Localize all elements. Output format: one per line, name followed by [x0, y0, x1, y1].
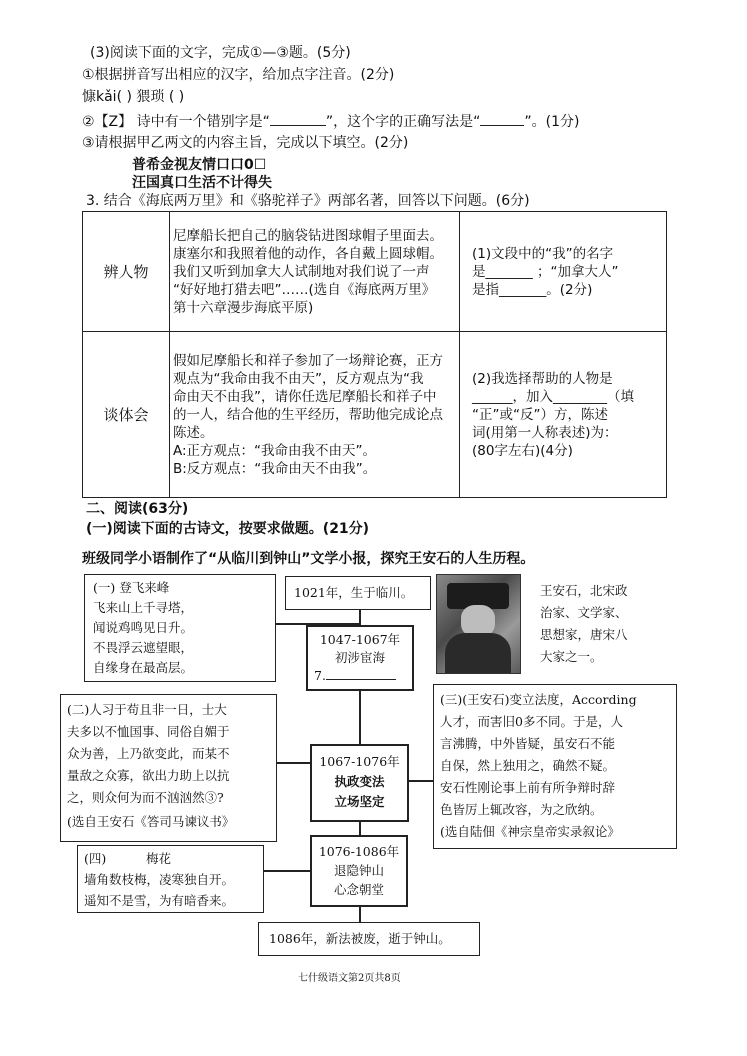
fill-line-2: 汪国真口生活不计得失 [132, 175, 272, 191]
timeline-born [285, 576, 431, 610]
subsection-heading: (一)阅读下面的古诗文，按要求做题。(21分) [86, 521, 370, 537]
passage-line: 第十六章漫步海底平原) [173, 299, 314, 316]
passage-line: 康塞尔和我照着他的动作，各自戴上圆球帽。 [173, 245, 443, 262]
timeline-text: 1086年，新法被废，逝于钟山。 [269, 931, 451, 946]
connector-line [277, 762, 311, 764]
answer-blank[interactable] [326, 679, 396, 680]
poem-line: 闻说鸡鸣见日升。 [93, 620, 194, 635]
section-heading: 二、阅读(63分) [86, 501, 189, 517]
portrait-image [436, 574, 521, 674]
bio-line: 治家、文学家、 [540, 605, 628, 620]
question-books-title: 3. 结合《海底两万里》和《骆驼祥子》两部名著，回答以下问题。(6分) [86, 193, 530, 209]
poem-line: 遥知不是雪，为有暗香来。 [84, 893, 235, 908]
timeline-period-2 [310, 744, 409, 822]
passage-line: “好好地打猎去吧”……(选自《海底两万里》 [173, 281, 436, 298]
passage-box-3 [433, 684, 677, 849]
page-footer: 七什级语文第2页共8页 [298, 973, 401, 984]
subsection-intro: (3)阅读下面的文字，完成①—③题。(5分) [90, 45, 351, 61]
bio-line: 王安石，北宋政 [540, 583, 628, 598]
question-line: ______，加入________（填 [472, 388, 634, 405]
question-line: 是_______ ；“加拿大人” [472, 263, 619, 280]
passage-line: 之，则众何为而不汹汹然③? [67, 790, 224, 805]
question-1-items: 慷kǎi( ) 猥琐 ( ) [82, 89, 185, 105]
poem-line: 墙角数枝梅，凌寒独自开。 [84, 872, 235, 887]
period-title: 执政变法 [334, 774, 385, 789]
timeline-text: 1021年，生于临川。 [294, 585, 414, 600]
question-cell [460, 332, 667, 498]
connector-line [409, 780, 433, 782]
answer-blank[interactable] [480, 125, 524, 126]
connector-line [264, 870, 311, 872]
bio-line: 大家之一。 [540, 649, 603, 664]
passage-line: 我们又听到加拿大人试制地对我们说了一声 [173, 263, 430, 280]
poem-line: 飞来山上千寻塔， [93, 600, 194, 615]
period-title: 退隐钟山 [333, 863, 384, 878]
period-years: 1047-1067年 [319, 632, 401, 647]
passage-line: 人才，而害旧0多不同。于是，人 [440, 714, 623, 729]
passage-cell [170, 332, 460, 498]
question-2 [82, 113, 579, 131]
period-blank: 7. [314, 667, 406, 685]
bio-line: 思想家，唐宋八 [540, 627, 628, 642]
period-years: 1067-1076年 [319, 754, 400, 769]
poem-line: 自缘身在最高层。 [93, 660, 194, 675]
passage-line: 量敌之众寡，欲出力助上以抗 [67, 768, 230, 783]
bio-text [540, 580, 628, 668]
passage-line: (三)(王安石)变立法度，According [440, 692, 637, 707]
question-2-prefix: ②【Z】 诗中有一个错别字是“ [82, 114, 270, 130]
poem-title: (一) 登飞来峰 [93, 580, 170, 595]
passage-line: 陈述。 [173, 424, 214, 441]
passage-line: 色皆厉上辄改容，为之欣纳。 [440, 802, 603, 817]
passage-line: 命由天不由我”，请你任选尼摩船长和祥子中 [173, 388, 437, 405]
timeline-death [258, 922, 480, 956]
question-line: “正”或“反”）方，陈述 [472, 406, 608, 423]
period-years: 1076-1086年 [318, 844, 400, 859]
passage-line: (二)人习于苟且非一日，士大 [67, 702, 227, 717]
passage-line: 众为善，上乃欲变此，而某不 [67, 746, 230, 761]
passage-line: 尼摩船长把自己的脑袋钻进图球帽子里面去。 [173, 227, 443, 244]
passage-source: (选自陆佃《神宗皇帝实录叙论》 [440, 824, 620, 839]
passage-line: 夫多以不恤国事、同俗自媚于 [67, 724, 230, 739]
passage-line: 的一人，结合他的生平经历，帮助他完成论点 [173, 406, 443, 423]
question-2-mid: ”，这个字的正确写法是“ [325, 114, 481, 130]
question-3: ③请根据甲乙两文的内容主旨，完成以下填空。(2分) [82, 135, 409, 151]
passage-line: B:反方观点：“我命由天不由我”。 [173, 460, 377, 477]
passage-line: 假如尼摩船长和祥子参加了一场辩论赛，正方 [173, 352, 443, 369]
answer-blank[interactable] [270, 125, 326, 126]
period-title: 初涉宦海 [334, 650, 385, 665]
question-cell [460, 212, 667, 332]
books-table [82, 211, 667, 498]
poem-line: 不畏浮云遮望眼， [93, 640, 194, 655]
question-line: 词(用第一人称表述)为： [472, 424, 618, 441]
passage-line: A:正方观点：“我命由我不由天”。 [173, 442, 377, 459]
passage-source: (选自王安石《答司马谏议书》 [67, 814, 235, 829]
row-label-reflection: 谈体会 [83, 332, 170, 498]
poem-box-4 [77, 845, 264, 913]
passage-box-2 [60, 694, 277, 842]
question-line: 是指_______。(2分) [472, 281, 593, 298]
timeline-period-3 [310, 835, 408, 907]
question-2-suffix: ”。(1分) [524, 114, 580, 130]
timeline-period-1 [306, 625, 414, 691]
poem-title: (四) 梅花 [84, 851, 171, 866]
passage-line: 言沸腾，中外皆疑，虽安石不能 [440, 736, 616, 751]
passage-line: 自保，然上独用之，确然不疑。 [440, 758, 616, 773]
passage-line: 观点为“我命由我不由天”，反方观点为“我 [173, 370, 424, 387]
period-subtitle: 立场坚定 [334, 794, 385, 809]
passage-line: 安石性刚论事上前有所争辩时辞 [440, 780, 616, 795]
period-subtitle: 心念朝堂 [333, 882, 384, 897]
fill-line-1: 普希金视友情口口0☐ [132, 157, 267, 173]
poem-box-1 [84, 574, 276, 682]
question-1: ①根据拼音写出相应的汉字，给加点字注音。(2分) [82, 67, 395, 83]
row-label-characters: 辨人物 [83, 212, 170, 332]
question-line: (1)文段中的“我”的名字 [472, 245, 614, 262]
question-line: (2)我选择帮助的人物是 [472, 370, 613, 387]
poster-intro: 班级同学小语制作了“从临川到钟山”文学小报，探究王安石的人生历程。 [82, 551, 535, 567]
question-line: (80字左右)(4分) [472, 442, 573, 459]
passage-cell [170, 212, 460, 332]
